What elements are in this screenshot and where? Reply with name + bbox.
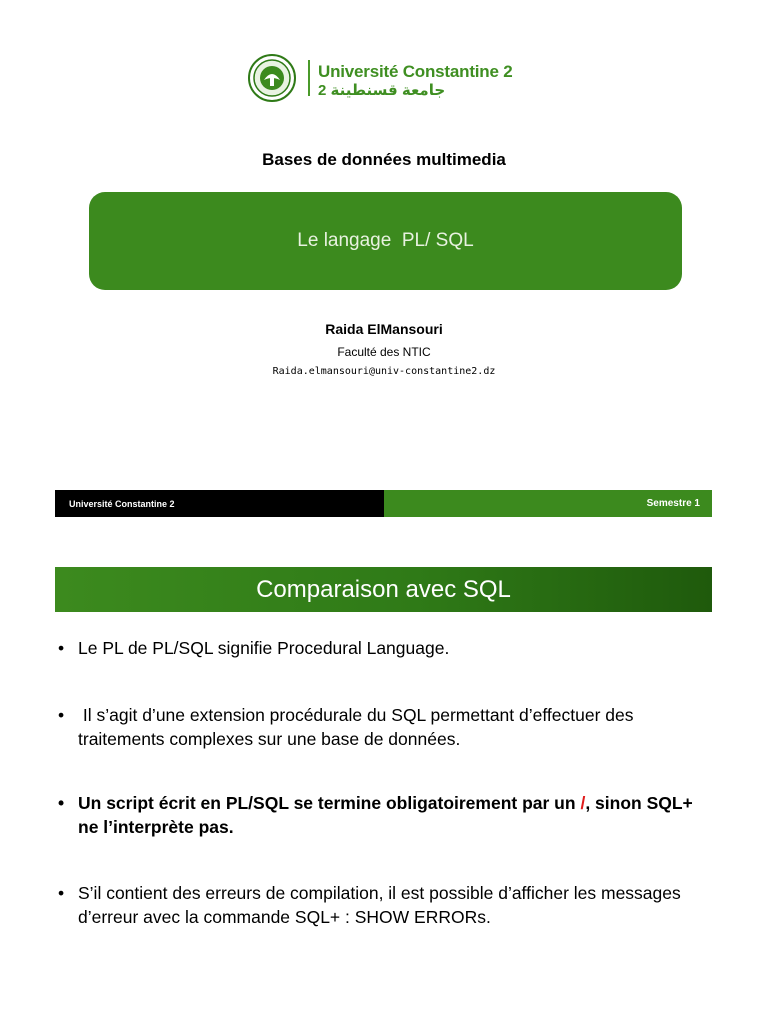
bullet-icon: • <box>58 793 65 813</box>
bullet-icon: • <box>58 638 65 658</box>
footer-semester: Semestre 1 <box>384 490 712 517</box>
university-seal-icon <box>248 54 296 102</box>
bullet-text: Il s’agit d’une extension procédurale du SQL permettant d’effectuer des traitements complexes sur une base de données. <box>78 705 639 749</box>
list-item <box>58 791 708 839</box>
bullet-text-end: , sinon SQL+ ne l’interprète pas. <box>78 793 693 837</box>
author-name: Raida ElMansouri <box>325 321 443 337</box>
list-item <box>58 881 708 929</box>
lecture-subtitle: Le langage PL/ SQL <box>297 230 474 251</box>
bullet-text: S’il contient des erreurs de compilation, il est possible d’afficher les messages d’erreur avec la commande SQL+ : SHOW ERRORs. <box>78 883 681 927</box>
slide-footer <box>55 490 712 517</box>
slide-title-band <box>55 567 712 612</box>
faculty-name: Faculté des NTIC <box>337 345 431 359</box>
author-email: Raida.elmansouri@univ-constantine2.dz <box>272 366 496 377</box>
highlight-slash: / <box>580 793 586 813</box>
title-box <box>89 192 682 290</box>
footer-university: Université Constantine 2 <box>55 490 384 517</box>
bullet-icon: • <box>58 883 65 903</box>
university-logo <box>248 54 520 104</box>
logo-divider <box>308 60 310 96</box>
bullet-text-start: Un script écrit en PL/SQL se termine obligatoirement par un <box>78 793 581 813</box>
logo-university-name: Université Constantine 2 <box>318 62 513 81</box>
list-item <box>58 703 708 751</box>
course-title: Bases de données multimedia <box>262 150 506 169</box>
bullet-text: Le PL de PL/SQL signifie Procedural Language. <box>78 638 450 658</box>
slide-title: Comparaison avec SQL <box>256 575 511 603</box>
logo-university-arabic: جامعة قسنطينة 2 <box>318 82 446 99</box>
bullet-icon: • <box>58 705 65 725</box>
bullet-text <box>78 791 708 839</box>
list-item <box>58 636 708 660</box>
